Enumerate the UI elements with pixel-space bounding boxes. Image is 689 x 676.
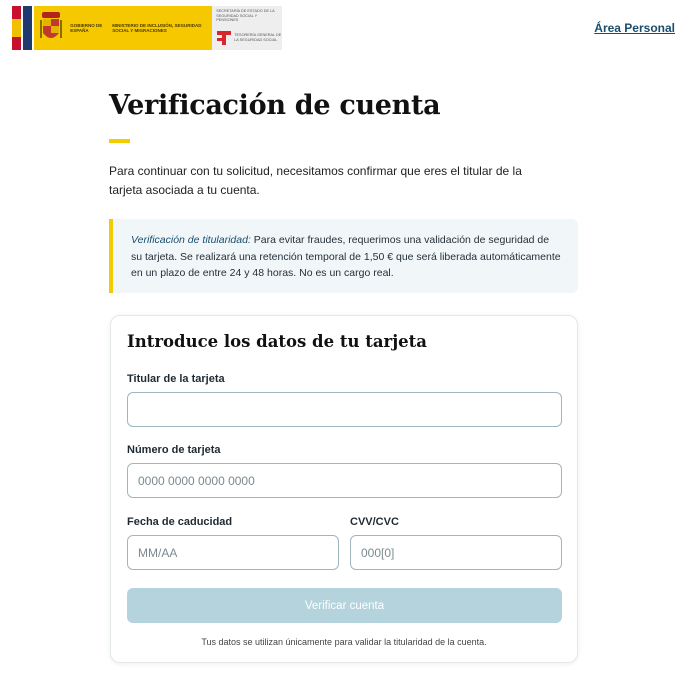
cvv-label: CVV/CVC [350, 516, 399, 528]
tesoreria-text: TESORERÍA GENERAL DE LA SEGURIDAD SOCIAL [234, 33, 282, 42]
area-personal-link[interactable]: Área Personal [594, 21, 675, 35]
coat-of-arms-icon [40, 11, 62, 45]
verification-notice [109, 219, 578, 293]
ministry-logo-block [34, 6, 212, 50]
notice-lead: Verificación de titularidad: [131, 234, 251, 246]
expiry-label: Fecha de caducidad [127, 516, 233, 528]
holder-label: Titular de la tarjeta [127, 373, 225, 385]
government-logo [12, 6, 282, 50]
privacy-footnote: Tus datos se utilizan únicamente para validar la titularidad de la cuenta. [201, 637, 487, 647]
notice-body: Para evitar fraudes, requerimos una validación de seguridad de su tarjeta. Se realizará una retención temporal de 1,50 € que será liberada automáticamente en un plazo de entre 24 y 48 horas. No es un cargo real. [131, 234, 561, 279]
card-number-label: Número de tarjeta [127, 444, 221, 456]
eu-flag-icon [23, 6, 32, 50]
seguridad-social-logo-block [212, 6, 282, 50]
holder-input[interactable] [127, 392, 562, 427]
tgss-logo-icon [216, 30, 232, 46]
expiry-input[interactable] [127, 535, 339, 570]
spain-flag-icon [12, 6, 21, 50]
card-number-input[interactable] [127, 463, 562, 498]
card-form-title: Introduce los datos de tu tarjeta [127, 332, 427, 351]
title-accent-bar [109, 139, 130, 143]
verify-account-button[interactable]: Verificar cuenta [127, 588, 562, 623]
cvv-input[interactable] [350, 535, 562, 570]
secretaria-text: SECRETARÍA DE ESTADO DE LA SEGURIDAD SOCIAL Y PENSIONES [216, 9, 275, 22]
intro-text: Para continuar con tu solicitud, necesitamos confirmar que eres el titular de la tarjeta asociada a tu cuenta. [109, 164, 522, 197]
ministerio-text: MINISTERIO DE INCLUSIÓN, SEGURIDAD SOCIAL Y MIGRACIONES [112, 22, 202, 33]
gobierno-text: GOBIERNO DE ESPAÑA [70, 22, 103, 33]
card-form [110, 315, 578, 663]
page-title: Verificación de cuenta [109, 90, 441, 121]
